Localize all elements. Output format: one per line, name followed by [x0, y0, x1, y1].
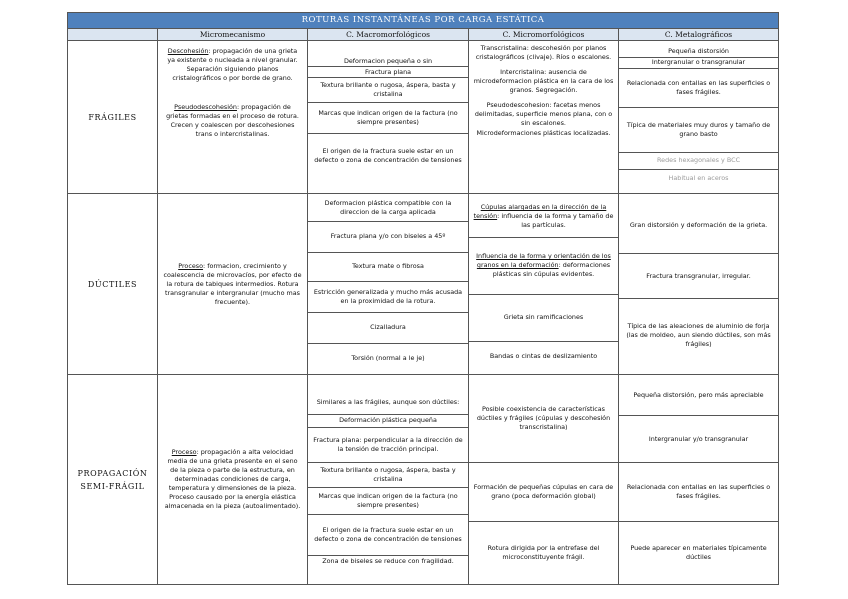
- micro-ductiles-influencia: [469, 237, 618, 294]
- mechanism-fragiles: [158, 41, 308, 194]
- macro-fragiles-item: Fractura plana: [308, 67, 468, 78]
- row-semi-fragil: [68, 375, 779, 585]
- micro-fragiles-item: Pseudodescohesion: facetas menos delimitadas, superficie menos plana, con o sin escalones.: [474, 101, 613, 127]
- corner-cell: [68, 29, 158, 41]
- macro-semi-item: Fractura plana: perpendicular a la dirección de la tensión de tracción principal.: [308, 427, 468, 462]
- text-pseudodescohesion: : propagación de grietas formadas en el proceso de rotura. Crecen y coalescen por descohesiones trans o intercristalinas.: [166, 103, 299, 138]
- header-macromorfologicos: C. Macromorfológicos: [308, 29, 469, 41]
- micro-fragiles-item: Intercristalina: ausencia de microdeformacion plástica en la cara de los granos. Segregación.: [473, 68, 614, 94]
- meta-semi-item: Relacionada con entallas en las superficies o fases frágiles.: [619, 463, 778, 522]
- macro-ductiles-item: Deformacion plástica compatible con la direccion de la carga aplicada: [308, 195, 468, 222]
- macro-ductiles-item: Cizalladura: [308, 312, 468, 343]
- macro-semi-item: El origen de la fractura suele estar en un defecto o zona de concentración de tensiones: [308, 514, 468, 555]
- row-label-ductiles: DÚCTILES: [68, 194, 158, 375]
- macro-semi-item: Deformación plástica pequeña: [308, 414, 468, 427]
- text-proceso-semi: : propagación a alta velocidad media de una grieta presente en el seno de la pieza o parte de la estructura, en determinadas condiciones de carga, temperatura y dimensiones de la pieza. Proceso causado por la energía elástica almacenada en la pieza (autoalimentado).: [164, 448, 301, 510]
- meta-fragiles: [619, 41, 779, 194]
- micro-semi-item: Formación de pequeñas cúpulas en cara de grano (poca deformación global): [469, 462, 618, 521]
- macro-semi-item: Marcas que indican origen de la factura (no siempre presentes): [308, 487, 468, 514]
- term-proceso-semi: Proceso: [171, 448, 197, 456]
- macro-semi-item: Similares a las frágiles, aunque son dúctiles:: [308, 392, 468, 415]
- meta-ductiles-item: Gran distorsión y deformación de la grieta.: [619, 197, 778, 254]
- macro-fragiles-item: Textura brillante o rugosa, áspera, basta y cristalina: [308, 78, 468, 103]
- macro-ductiles: [308, 194, 469, 375]
- macro-ductiles-item: Torsión (normal a le je): [351, 354, 425, 362]
- row-fragiles: [68, 41, 779, 194]
- micro-ductiles-item: Bandas o cintas de deslizamiento: [489, 352, 598, 360]
- micro-semi-fragil: [469, 375, 619, 585]
- row-ductiles: [68, 194, 779, 375]
- row-label-semi-fragil: [68, 375, 158, 585]
- macro-ductiles-item: Estricción generalizada y mucho más acusada en la proximidad de la rotura.: [308, 281, 468, 312]
- micro-fragiles-item: Transcristalina: descohesión por planos cristalográficos (clivaje). Ríos o escalones.: [475, 44, 612, 61]
- meta-semi-item: Intergranular y/o transgranular: [619, 416, 778, 463]
- text-influencia: : deformaciones plásticas sin cúpulas evidentes.: [492, 261, 611, 278]
- row-label-semi-line2: SEMI-FRÁGIL: [80, 481, 145, 491]
- meta-fragiles-item: Redes hexagonales y BCC: [619, 152, 778, 169]
- text-cupulas: : influencia de la forma y tamaño de las partículas.: [497, 212, 614, 229]
- macro-semi-item: Textura brillante o rugosa, áspera, basta y cristalina: [308, 462, 468, 487]
- header-metalograficos: C. Metalográficos: [619, 29, 779, 41]
- term-proceso-ductil: Proceso: [178, 261, 204, 270]
- meta-fragiles-item: Habitual en aceros: [668, 174, 729, 182]
- micro-fragiles: [469, 41, 619, 194]
- meta-ductiles: [619, 194, 779, 375]
- fracture-table: [67, 12, 779, 585]
- mechanism-semi-fragil: [158, 375, 308, 585]
- macro-semi-item: Zona de biseles se reduce con fragilidad.: [322, 557, 454, 565]
- term-cupulas: Cúpulas alargadas en la dirección de la tensión: [473, 203, 607, 220]
- meta-semi-item: Puede aparecer en materiales típicamente dúctiles: [630, 544, 767, 561]
- micro-ductiles: [469, 194, 619, 375]
- meta-fragiles-item: Intergranular o transgranular: [619, 57, 778, 68]
- fracture-table-sheet: [67, 12, 778, 586]
- term-descohesion: Descohesión: [167, 47, 209, 55]
- micro-semi-item: Rotura dirigida por la entrefase del microconstituyente frágil.: [487, 543, 600, 561]
- macro-fragiles-item: Deformacion pequeña o sin: [308, 56, 468, 67]
- mechanism-pseudodescohesion: [164, 103, 301, 139]
- meta-fragiles-item: Pequeña distorsión: [619, 47, 778, 58]
- meta-ductiles-item: Fractura transgranular, irregular.: [619, 254, 778, 299]
- macro-fragiles-item: El origen de la fractura suele estar en un defecto o zona de concentración de tensiones: [314, 147, 462, 164]
- macro-fragiles-item: Marcas que indican origen de la factura (no siempre presentes): [308, 103, 468, 134]
- micro-semi-item: Posible coexistencia de características dúctiles y frágiles (cúpulas y descohesión transcristalina): [469, 376, 618, 463]
- macro-ductiles-item: Textura mate o fibrosa: [308, 252, 468, 281]
- text-proceso-ductil: : formacion, crecimiento y coalescencia de microvacíos, por efecto de la rotura de tabiques intermedios. Rotura transgranular e intergranular (mucho mas frecuente).: [163, 261, 302, 306]
- micro-fragiles-item: Microdeformaciones plásticas localizadas.: [476, 129, 611, 137]
- header-micromorfologicos: C. Micromorfológicos: [469, 29, 619, 41]
- meta-ductiles-item: Típica de las aleaciones de aluminio de forja (las de moldeo, aun siendo dúctiles, son más frágiles): [626, 321, 771, 348]
- text-descohesion: : propagación de una grieta ya existente o nucleada a nivel granular. Separación siguiendo planos cristalográficos o por borde de grano.: [167, 47, 298, 82]
- micro-ductiles-cupulas: [469, 197, 618, 238]
- meta-semi-item: Pequeña distorsión, pero más apreciable: [619, 375, 778, 416]
- mechanism-ductiles: [158, 194, 308, 375]
- term-influencia: Influencia de la forma y orientación de los granos en la deformación: [476, 252, 611, 269]
- term-pseudodescohesion: Pseudodescohesión: [174, 103, 237, 111]
- macro-semi-fragil: [308, 375, 469, 585]
- meta-fragiles-item: Relacionada con entallas en las superficies o fases frágiles.: [619, 68, 778, 107]
- meta-semi-fragil: [619, 375, 779, 585]
- macro-fragiles: [308, 41, 469, 194]
- meta-fragiles-item: Típica de materiales muy duros y tamaño de grano basto: [619, 107, 778, 152]
- header-micromecanismo: Micromecanismo: [158, 29, 308, 41]
- micro-ductiles-item: Grieta sin ramificaciones: [469, 294, 618, 341]
- mechanism-descohesion: [164, 47, 301, 83]
- table-title: ROTURAS INSTANTÁNEAS POR CARGA ESTÁTICA: [68, 13, 779, 29]
- row-label-semi-line1: PROPAGACIÓN: [77, 468, 148, 478]
- macro-ductiles-item: Fractura plana y/o con biseles a 45º: [308, 221, 468, 252]
- row-label-fragiles: FRÁGILES: [68, 41, 158, 194]
